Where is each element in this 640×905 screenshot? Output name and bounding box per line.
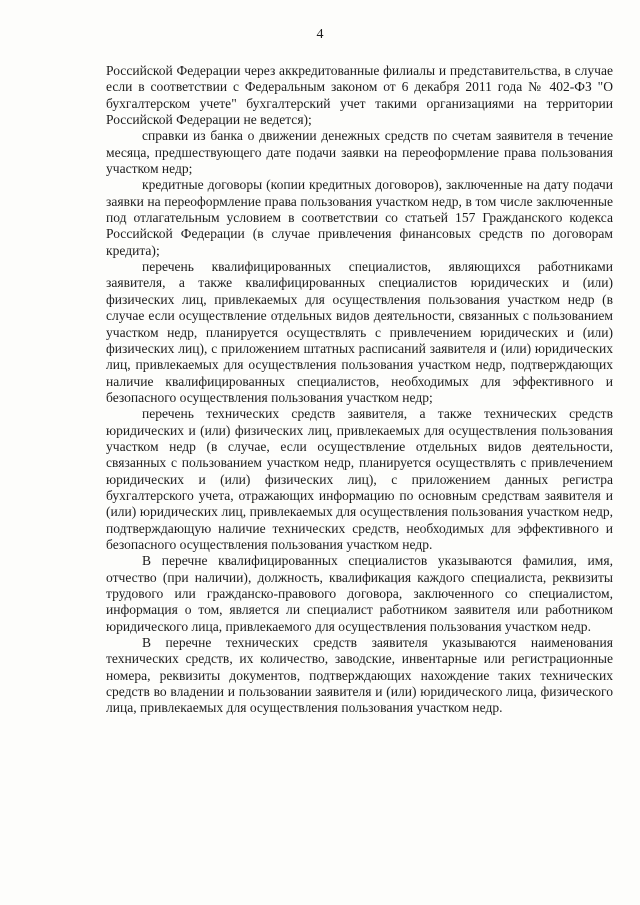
paragraph-specialists-details: В перечне квалифицированных специалистов указываются фамилия, имя, отчество (при наличии), должность, квалификация каждого специалиста, реквизиты трудового или гражданско-правового договора, заключенного со специалистом, информация о том, является ли специалист работником заявителя или работником юридического лица, привлекаемого для осуществления пользования участком недр. xyxy=(106,553,613,634)
paragraph-bank-statements: справки из банка о движении денежных средств по счетам заявителя в течение месяца, предшествующего дате подачи заявки на переоформление права пользования участком недр; xyxy=(106,128,613,177)
page-number: 4 xyxy=(316,27,324,42)
paragraph-specialists-list: перечень квалифицированных специалистов, являющихся работниками заявителя, а также квалифицированных специалистов юридических и (или) физических лиц, привлекаемых для осуществления пользования участком недр (в случае если осуществление отдельных видов деятельности, связанных с пользованием участком недр, планируется осуществлять с привлечением юридических и (или) физических лиц), с приложением штатных расписаний заявителя и (или) юридических лиц, привлекаемых для осуществления пользования участком недр, подтверждающих наличие квалифицированных специалистов, необходимых для эффективного и безопасного осуществления пользования участком недр; xyxy=(106,259,613,405)
paragraph-credit-agreements: кредитные договоры (копии кредитных договоров), заключенные на дату подачи заявки на переоформление права пользования участком недр, в том числе заключенные под отлагательным условием в соответствии со статьей 157 Гражданского кодекса Российской Федерации (в случае привлечения финансовых средств по договорам кредита); xyxy=(106,177,613,258)
document-body xyxy=(106,63,613,717)
paragraph-technical-means-list: перечень технических средств заявителя, а также технических средств юридических и (или) физических лиц, привлекаемых для осуществления пользования участком недр (в случае, если осуществление отдельных видов деятельности, связанных с пользованием участком недр, планируется осуществлять с привлечением юридических и (или) физических лиц), с приложением данных регистра бухгалтерского учета, отражающих информацию по основным средствам заявителя и (или) юридических лиц, привлекаемых для осуществления пользования участком недр, подтверждающую наличие технических средств, необходимых для эффективного и безопасного осуществления пользования участком недр. xyxy=(106,406,613,552)
paragraph-continuation: Российской Федерации через аккредитованные филиалы и представительства, в случае если в соответствии с Федеральным законом от 6 декабря 2011 года № 402-ФЗ "О бухгалтерском учете" бухгалтерский учет такими организациями на территории Российской Федерации не ведется); xyxy=(106,63,613,128)
paragraph-technical-means-details: В перечне технических средств заявителя указываются наименования технических средств, их количество, заводские, инвентарные или регистрационные номера, реквизиты документов, подтверждающих нахождение таких технических средств во владении и пользовании заявителя и (или) юридического лица, физического лица, привлекаемых для осуществления пользования участком недр. xyxy=(106,635,613,716)
